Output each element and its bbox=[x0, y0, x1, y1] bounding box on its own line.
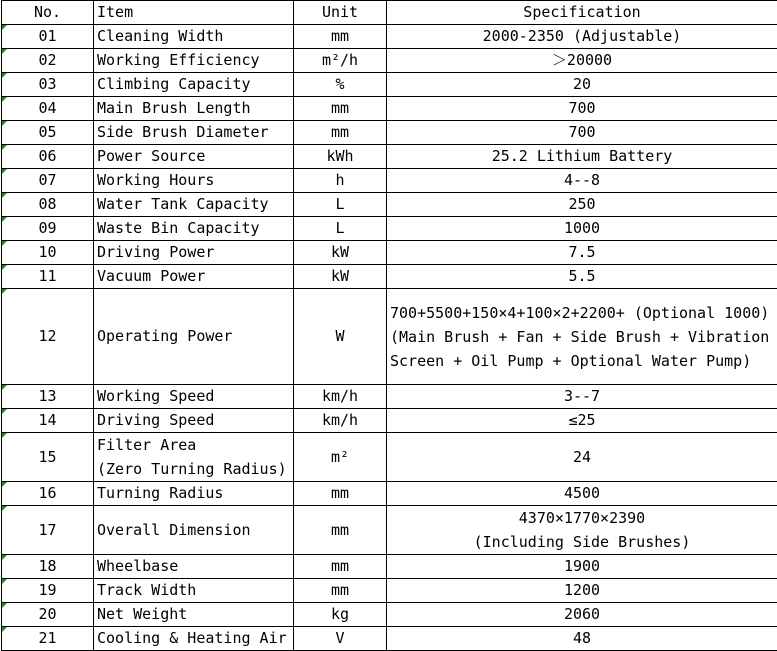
table-row bbox=[2, 579, 777, 603]
row-spec: 700+5500+150×4+100×2+2200+ (Optional 1000)(Main Brush + Fan + Side Brush + Vibration Screen + Oil Pump + Optional Water Pump) bbox=[387, 289, 777, 385]
row-spec: 48 bbox=[387, 627, 777, 651]
header-specification: Specification bbox=[387, 1, 777, 25]
table-row bbox=[2, 265, 777, 289]
table-row bbox=[2, 385, 777, 409]
table-row bbox=[2, 289, 777, 385]
row-item: Side Brush Diameter bbox=[94, 121, 294, 145]
row-item: Main Brush Length bbox=[94, 97, 294, 121]
row-spec: 1900 bbox=[387, 555, 777, 579]
table-row bbox=[2, 97, 777, 121]
table-row bbox=[2, 555, 777, 579]
header-row bbox=[2, 1, 777, 25]
row-spec: 24 bbox=[387, 433, 777, 482]
row-spec: 4370×1770×2390 (Including Side Brushes) bbox=[387, 506, 777, 555]
row-unit: mm bbox=[294, 482, 387, 506]
header-item: Item bbox=[94, 1, 294, 25]
row-unit: kW bbox=[294, 265, 387, 289]
row-no: 02 bbox=[2, 49, 94, 73]
row-unit: L bbox=[294, 193, 387, 217]
row-item: Working Efficiency bbox=[94, 49, 294, 73]
row-spec: 4--8 bbox=[387, 169, 777, 193]
row-unit: mm bbox=[294, 25, 387, 49]
row-item: Water Tank Capacity bbox=[94, 193, 294, 217]
row-spec: 3--7 bbox=[387, 385, 777, 409]
row-unit: mm bbox=[294, 506, 387, 555]
table-row bbox=[2, 169, 777, 193]
row-no: 12 bbox=[2, 289, 94, 385]
row-no: 08 bbox=[2, 193, 94, 217]
row-no: 17 bbox=[2, 506, 94, 555]
table-row bbox=[2, 409, 777, 433]
row-no: 09 bbox=[2, 217, 94, 241]
row-unit: m²/h bbox=[294, 49, 387, 73]
header-unit: Unit bbox=[294, 1, 387, 25]
row-unit: kg bbox=[294, 603, 387, 627]
row-spec: 1000 bbox=[387, 217, 777, 241]
row-spec: 2000-2350 (Adjustable) bbox=[387, 25, 777, 49]
row-no: 04 bbox=[2, 97, 94, 121]
row-unit: h bbox=[294, 169, 387, 193]
row-no: 13 bbox=[2, 385, 94, 409]
row-item: Cleaning Width bbox=[94, 25, 294, 49]
table-row bbox=[2, 627, 777, 651]
row-item: Track Width bbox=[94, 579, 294, 603]
row-unit: mm bbox=[294, 121, 387, 145]
row-item: Driving Power bbox=[94, 241, 294, 265]
table-row bbox=[2, 217, 777, 241]
row-unit: W bbox=[294, 289, 387, 385]
row-item: Cooling & Heating Air bbox=[94, 627, 294, 651]
row-no: 03 bbox=[2, 73, 94, 97]
row-unit: % bbox=[294, 73, 387, 97]
table-row bbox=[2, 482, 777, 506]
row-item: Power Source bbox=[94, 145, 294, 169]
table-row bbox=[2, 73, 777, 97]
row-no: 19 bbox=[2, 579, 94, 603]
row-no: 10 bbox=[2, 241, 94, 265]
row-spec: 2060 bbox=[387, 603, 777, 627]
row-no: 14 bbox=[2, 409, 94, 433]
row-spec: ≤25 bbox=[387, 409, 777, 433]
row-no: 06 bbox=[2, 145, 94, 169]
row-unit: m² bbox=[294, 433, 387, 482]
row-spec: 4500 bbox=[387, 482, 777, 506]
row-item: Net Weight bbox=[94, 603, 294, 627]
table-row bbox=[2, 433, 777, 482]
row-unit: kW bbox=[294, 241, 387, 265]
row-no: 18 bbox=[2, 555, 94, 579]
header-no: No. bbox=[2, 1, 94, 25]
row-spec: ＞20000 bbox=[387, 49, 777, 73]
row-no: 21 bbox=[2, 627, 94, 651]
row-no: 16 bbox=[2, 482, 94, 506]
row-spec: 1200 bbox=[387, 579, 777, 603]
row-item: Climbing Capacity bbox=[94, 73, 294, 97]
row-unit: km/h bbox=[294, 409, 387, 433]
row-spec: 5.5 bbox=[387, 265, 777, 289]
row-unit: mm bbox=[294, 579, 387, 603]
row-no: 11 bbox=[2, 265, 94, 289]
row-spec: 250 bbox=[387, 193, 777, 217]
table-row bbox=[2, 506, 777, 555]
row-item: Driving Speed bbox=[94, 409, 294, 433]
row-no: 20 bbox=[2, 603, 94, 627]
row-item: Vacuum Power bbox=[94, 265, 294, 289]
row-spec: 700 bbox=[387, 97, 777, 121]
row-unit: km/h bbox=[294, 385, 387, 409]
row-no: 01 bbox=[2, 25, 94, 49]
row-item: Filter Area (Zero Turning Radius) bbox=[94, 433, 294, 482]
row-no: 07 bbox=[2, 169, 94, 193]
table-row bbox=[2, 25, 777, 49]
row-item: Waste Bin Capacity bbox=[94, 217, 294, 241]
row-spec: 25.2 Lithium Battery bbox=[387, 145, 777, 169]
row-spec: 20 bbox=[387, 73, 777, 97]
row-no: 15 bbox=[2, 433, 94, 482]
row-item: Working Speed bbox=[94, 385, 294, 409]
specification-table bbox=[1, 0, 777, 651]
table-row bbox=[2, 193, 777, 217]
table-row bbox=[2, 49, 777, 73]
row-unit: L bbox=[294, 217, 387, 241]
row-unit: mm bbox=[294, 97, 387, 121]
row-unit: kWh bbox=[294, 145, 387, 169]
row-item: Working Hours bbox=[94, 169, 294, 193]
table-row bbox=[2, 121, 777, 145]
row-item: Operating Power bbox=[94, 289, 294, 385]
row-unit: V bbox=[294, 627, 387, 651]
row-item: Wheelbase bbox=[94, 555, 294, 579]
row-item: Turning Radius bbox=[94, 482, 294, 506]
table-row bbox=[2, 145, 777, 169]
row-no: 05 bbox=[2, 121, 94, 145]
row-spec: 700 bbox=[387, 121, 777, 145]
row-unit: mm bbox=[294, 555, 387, 579]
table-row bbox=[2, 603, 777, 627]
row-spec: 7.5 bbox=[387, 241, 777, 265]
table-row bbox=[2, 241, 777, 265]
row-item: Overall Dimension bbox=[94, 506, 294, 555]
